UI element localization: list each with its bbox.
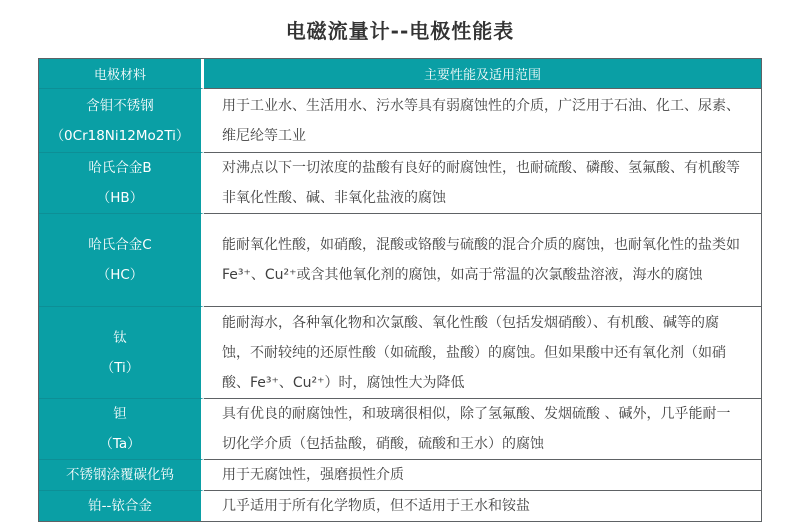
page-title: 电磁流量计--电极性能表 [285, 19, 515, 43]
material-name: 哈氏合金C [88, 237, 152, 253]
table-row [39, 89, 761, 153]
material-name: 含钼不锈钢 [86, 97, 154, 114]
material-cell [39, 399, 204, 460]
material-cell [39, 307, 204, 399]
material-formula: （Ta） [99, 436, 141, 452]
material-cell [39, 460, 204, 491]
material-cell [39, 153, 204, 214]
material-name: 哈氏合金B [88, 160, 152, 176]
material-name: 铂--铱合金 [88, 498, 152, 514]
material-formula: （HB） [96, 190, 144, 206]
material-formula: （0Cr18Ni12Mo2Ti） [50, 127, 190, 144]
column-header-material: 电极材料 [39, 59, 204, 89]
material-cell [39, 89, 204, 153]
performance-cell: 能耐氧化性酸，如硝酸，混酸或铬酸与硫酸的混合介质的腐蚀，也耐氧化性的盐类如Fe³⁺、Cu²⁺或含其他氧化剂的腐蚀，如高于常温的次氯酸盐溶液，海水的腐蚀 [204, 214, 761, 307]
material-cell [39, 491, 204, 521]
performance-cell: 具有优良的耐腐蚀性，和玻璃很相似，除了氢氟酸、发烟硫酸 、碱外，几乎能耐一切化学介质（包括盐酸，硝酸，硫酸和王水）的腐蚀 [204, 399, 761, 460]
material-name: 不锈钢涂覆碳化钨 [66, 467, 174, 483]
column-header-performance: 主要性能及适用范围 [204, 59, 761, 89]
performance-cell: 对沸点以下一切浓度的盐酸有良好的耐腐蚀性，也耐硫酸、磷酸、氢氟酸、有机酸等非氧化性酸、碱、非氧化盐液的腐蚀 [204, 153, 761, 214]
material-name: 钛 [113, 329, 127, 346]
material-cell [39, 214, 204, 307]
table-row [39, 307, 761, 399]
performance-cell: 几乎适用于所有化学物质，但不适用于王水和铵盐 [204, 491, 761, 521]
table-row [39, 153, 761, 214]
material-formula: （HC） [96, 267, 144, 283]
performance-cell: 能耐海水，各种氧化物和次氯酸、氧化性酸（包括发烟硝酸）、有机酸、碱等的腐蚀，不耐较纯的还原性酸（如硫酸，盐酸）的腐蚀。但如果酸中还有氧化剂（如硝酸、Fe³⁺、Cu²⁺）时，腐蚀性大为降低 [204, 307, 761, 399]
performance-cell: 用于无腐蚀性，强磨损性介质 [204, 460, 761, 491]
material-name: 钽 [113, 406, 127, 422]
electrode-performance-table [38, 58, 762, 522]
material-formula: （Ti） [100, 359, 140, 376]
table-row [39, 491, 761, 521]
table-row [39, 214, 761, 307]
performance-cell: 用于工业水、生活用水、污水等具有弱腐蚀性的介质，广泛用于石油、化工、尿素、维尼纶等工业 [204, 89, 761, 153]
table-row [39, 460, 761, 491]
table-row [39, 399, 761, 460]
table-header-row [39, 59, 761, 89]
